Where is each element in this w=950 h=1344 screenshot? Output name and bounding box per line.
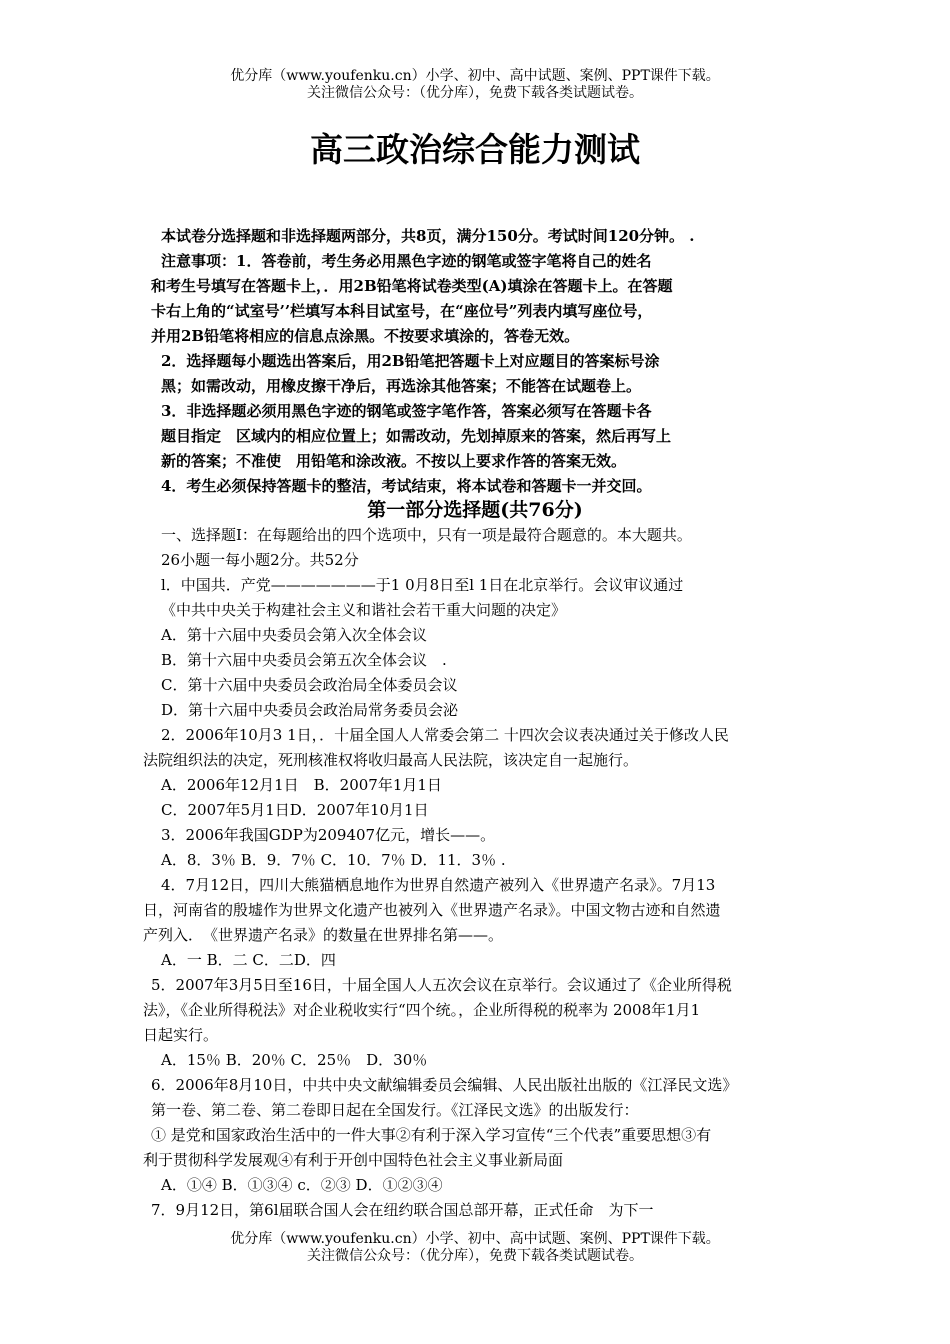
body-line: A．8．3％ B．9．7％ C．10．7％ D．11．3％ . (161, 851, 506, 869)
body-line: 5．2007年3月5日至16日，十届全国人人五次会议在京举行。会议通过了《企业所得税 (151, 976, 732, 994)
footer-line-1: 优分库（www.youfenku.cn）小学、初中、高中试题、案例、PPT课件下载。 (230, 1231, 720, 1247)
instruction-line: 3．非选择题必须用黑色字迹的钢笔或签字笔作答，答案必须写在答题卡各 (161, 402, 652, 420)
body-line: A．第十六届中央委员会第入次全体会议 (161, 626, 427, 644)
body-line: 6．2006年8月10日，中共中央文献编辑委员会编辑、人民出版社出版的《江泽民文选》 (151, 1076, 738, 1094)
body-line: A．一 B．二 C．二D．四 (161, 951, 336, 969)
instruction-line: 2．选择题每小题选出答案后，用2B铅笔把答题卡上对应题目的答案标号涂 (161, 352, 660, 370)
body-line: B．第十六届中央委员会第五次全体会议 . (161, 651, 447, 669)
section-heading: 第一部分选择题(共76分) (367, 499, 583, 521)
page-header (0, 68, 950, 102)
body-line: A．2006年12月1日 B．2007年1月1日 (161, 776, 442, 794)
instruction-line: 注意事项：1．答卷前，考生务必用黑色字迹的钢笔或签字笔将自己的姓名 (161, 252, 652, 270)
body-line: 利于贯彻科学发展观④有利于开创中国特色社会主义事业新局面 (143, 1151, 564, 1169)
body-line: 第一卷、第二卷、第二卷即日起在全国发行。《江泽民文选》的出版发行： (151, 1101, 639, 1119)
body-line: A．15％ B．20％ C．25％ D．30％ (161, 1051, 428, 1069)
body-line: 产列入． 《世界遗产名录》的数量在世界排名第——。 (143, 926, 504, 944)
body-line: 法院组织法的决定，死刑核准权将收归最高人民法院，该决定自一起施行。 (143, 751, 639, 769)
page-title: 高三政治综合能力测试 (310, 130, 640, 169)
body-line: 4．7月12日，四川大熊猫栖息地作为世界自然遗产被列入《世界遗产名录》。7月13 (161, 876, 716, 894)
instruction-line: 4．考生必须保持答题卡的整洁，考试结束，将本试卷和答题卡一并交回。 (161, 477, 652, 495)
body-line: A．①④ B．①③④ c．②③ D．①②③④ (161, 1176, 443, 1194)
body-line: 26小题一每小题2分。共52分 (161, 551, 359, 569)
instruction-line: 黑；如需改动，用橡皮擦干净后，再选涂其他答案；不能答在试题卷上。 (161, 377, 642, 395)
body-line: 7．9月12日，第6l届联合国人会在纽约联合国总部开幕，正式任命 为下一 (151, 1201, 654, 1219)
instruction-line: 并用2B铅笔将相应的信息点涂黑。不按要求填涂的，答卷无效。 (151, 327, 580, 345)
body-line: C．第十六届中央委员会政治局全体委员会议 (161, 676, 458, 694)
instruction-line: 卡右上角的“试室号’’栏填写本科目试室号，在“座位号”列表内填写座位号， (151, 302, 653, 320)
body-line: ① 是党和国家政治生活中的一件大事②有利于深入学习宣传“三个代表”重要思想③有 (151, 1126, 712, 1144)
header-line-2: 关注微信公众号：（优分库），免费下载各类试题试卷。 (307, 85, 643, 101)
instruction-line: 本试卷分选择题和非选择题两部分，共8页，满分150分。考试时间120分钟。 . (161, 227, 695, 245)
body-line: C．2007年5月1日D．2007年10月1日 (161, 801, 429, 819)
header-line-1: 优分库（www.youfenku.cn）小学、初中、高中试题、案例、PPT课件下载。 (230, 68, 720, 84)
body-line: 日，河南省的殷墟作为世界文化遗产也被列入《世界遗产名录》。中国文物古迹和自然遗 (143, 901, 721, 919)
page-footer (0, 1231, 950, 1265)
body-line: 一、选择题I：在每题给出的四个选项中，只有一项是最符合题意的。本大题共。 (161, 526, 692, 544)
instruction-line: 新的答案；不准使 用铅笔和涂改液。不按以上要求作答的答案无效。 (161, 452, 627, 470)
body-line: 2．2006年10月3 1日，．十届全国人人常委会第二 十四次会议表决通过关于修改人民 (161, 726, 729, 744)
instruction-line: 题目指定 区域内的相应位置上；如需改动，先划掉原来的答案，然后再写上 (161, 427, 672, 445)
body-line: 3．2006年我国GDP为209407亿元，增长——。 (161, 826, 496, 844)
footer-line-2: 关注微信公众号：（优分库），免费下载各类试题试卷。 (307, 1248, 643, 1264)
instruction-line: 和考生号填写在答题卡上，．用2B铅笔将试卷类型(A)填涂在答题卡上。在答题 (151, 277, 673, 295)
body-line: 法》，《企业所得税法》对企业税收实行“四个统。，企业所得税的税率为 2008年1月1 (143, 1001, 701, 1019)
body-line: D．第十六届中央委员会政治局常务委员会泌 (161, 701, 459, 719)
body-line: 日起实行。 (143, 1026, 219, 1044)
body-line: 《中共中央关于构建社会主义和谐社会若干重大问题的决定》 (161, 601, 567, 619)
body-line: l．中国共．产党———————于1 0月8日至l 1日在北京举行。会议审议通过 (161, 576, 684, 594)
